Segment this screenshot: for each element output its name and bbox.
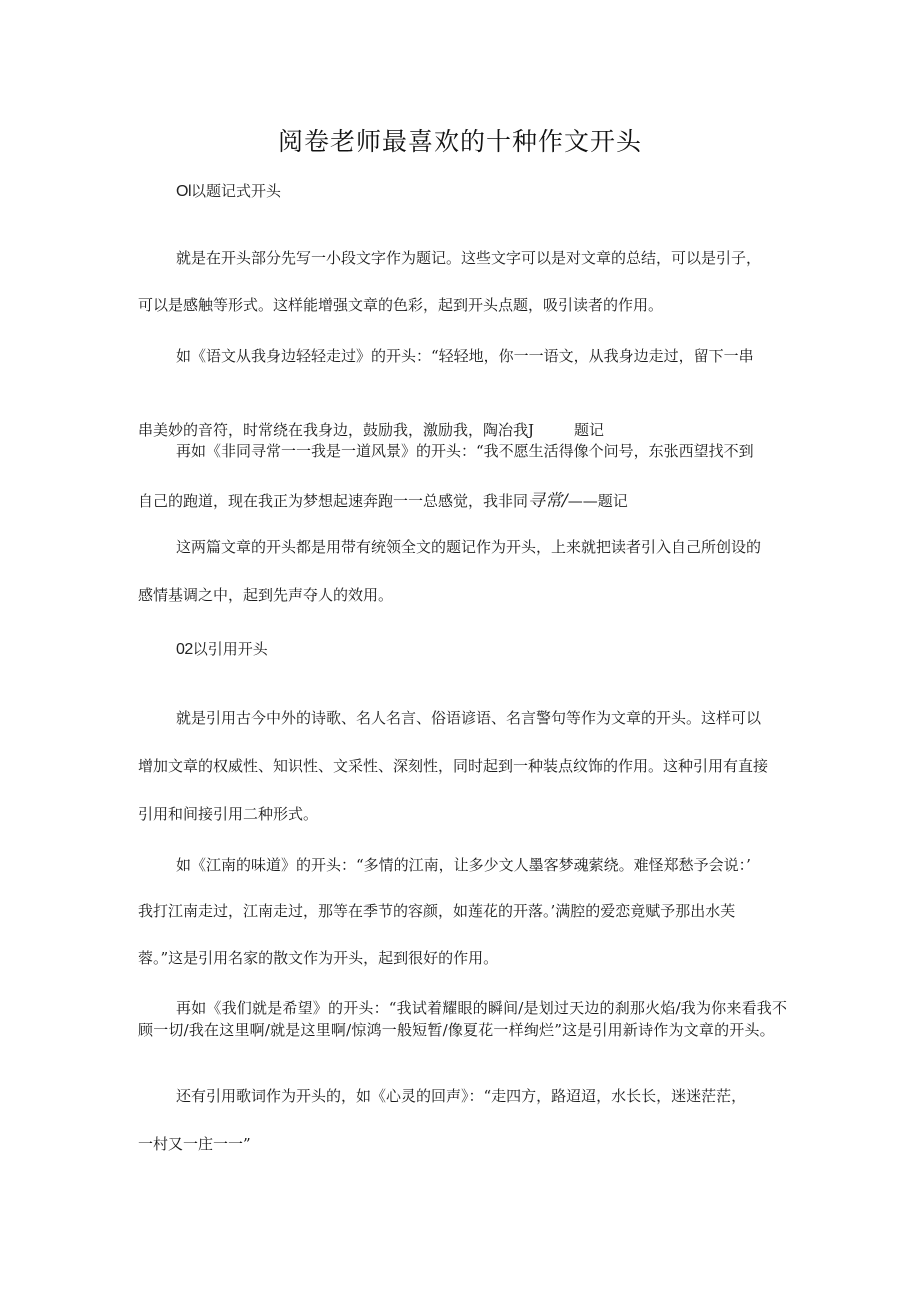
paragraph-line: 感情基调之中，起到先声夺人的效用。	[138, 586, 394, 604]
paragraph-line: 就是在开头部分先写一小段文字作为题记。这些文字可以是对文章的总结，可以是引子，	[176, 249, 762, 267]
paragraph-line	[138, 419, 604, 440]
document-title: 阅卷老师最喜欢的十种作文开头	[277, 127, 642, 156]
paragraph-line: 这两篇文章的开头都是用带有统领全文的题记作为开头，上来就把读者引入自己所创设的	[176, 538, 762, 556]
quote-text: 自己的跑道，现在我正为梦想起速奔跑一一总感觉，我非同	[138, 492, 529, 510]
paragraph-line: 还有引用歌词作为开头的，如《心灵的回声》：“走四方，路迢迢，水长长，迷迷茫茫，	[176, 1087, 747, 1105]
epigraph-label: ——题记	[567, 492, 628, 510]
paragraph-line: 引用和间接引用二种形式。	[138, 805, 319, 823]
epigraph-label: 题记	[574, 421, 605, 439]
section-heading-text: 以题记式开头	[191, 182, 282, 200]
paragraph-line: 我打江南走过，江南走过，那等在季节的容颜，如莲花的开落。’满腔的爱恋竟赋予那出水芙	[138, 902, 736, 920]
handwritten-text: 寻常/	[528, 491, 568, 511]
paragraph-line: 一村又一庄一一”	[138, 1135, 251, 1153]
section-number: Ol	[176, 183, 191, 200]
quote-text: 串美妙的音符，时常绕在我身边，鼓励我，激励我，陶冶我J	[138, 421, 535, 439]
section-heading-01	[176, 180, 281, 201]
paragraph-line: 如《江南的味道》的开头：“多情的江南，让多少文人墨客梦魂萦绕。难怪郑愁予会说：’	[176, 856, 751, 874]
section-number: 02	[176, 641, 193, 658]
paragraph-block: 再如《我们就是希望》的开头：“我试着耀眼的瞬间/是划过天边的刹那火焰/我为你来看我不顾一切/我在这里啊/就是这里啊/惊鸿一般短暂/像夏花一样绚烂”这是引用新诗作为文章的开头。	[138, 999, 788, 1039]
paragraph-line	[138, 486, 628, 511]
section-heading-02	[176, 638, 268, 659]
section-heading-text: 以引用开头	[192, 640, 268, 658]
paragraph-line: 再如《非同寻常一一我是一道风景》的开头：“我不愿生活得像个问号，东张西望找不到	[176, 442, 754, 460]
paragraph-line: 增加文章的权威性、知识性、文采性、深刻性，同时起到一种装点纹饰的作用。这种引用有直接	[138, 757, 769, 775]
paragraph-line: 就是引用古今中外的诗歌、名人名言、俗语谚语、名言警句等作为文章的开头。这样可以	[176, 709, 762, 727]
paragraph-line: 如《语文从我身边轻轻走过》的开头：“轻轻地，你一一语文，从我身边走过，留下一串	[176, 347, 754, 365]
paragraph-line: 蓉。”这是引用名家的散文作为开头，起到很好的作用。	[138, 949, 499, 967]
paragraph-line: 可以是感触等形式。这样能增强文章的色彩，起到开头点题，吸引读者的作用。	[138, 296, 664, 314]
